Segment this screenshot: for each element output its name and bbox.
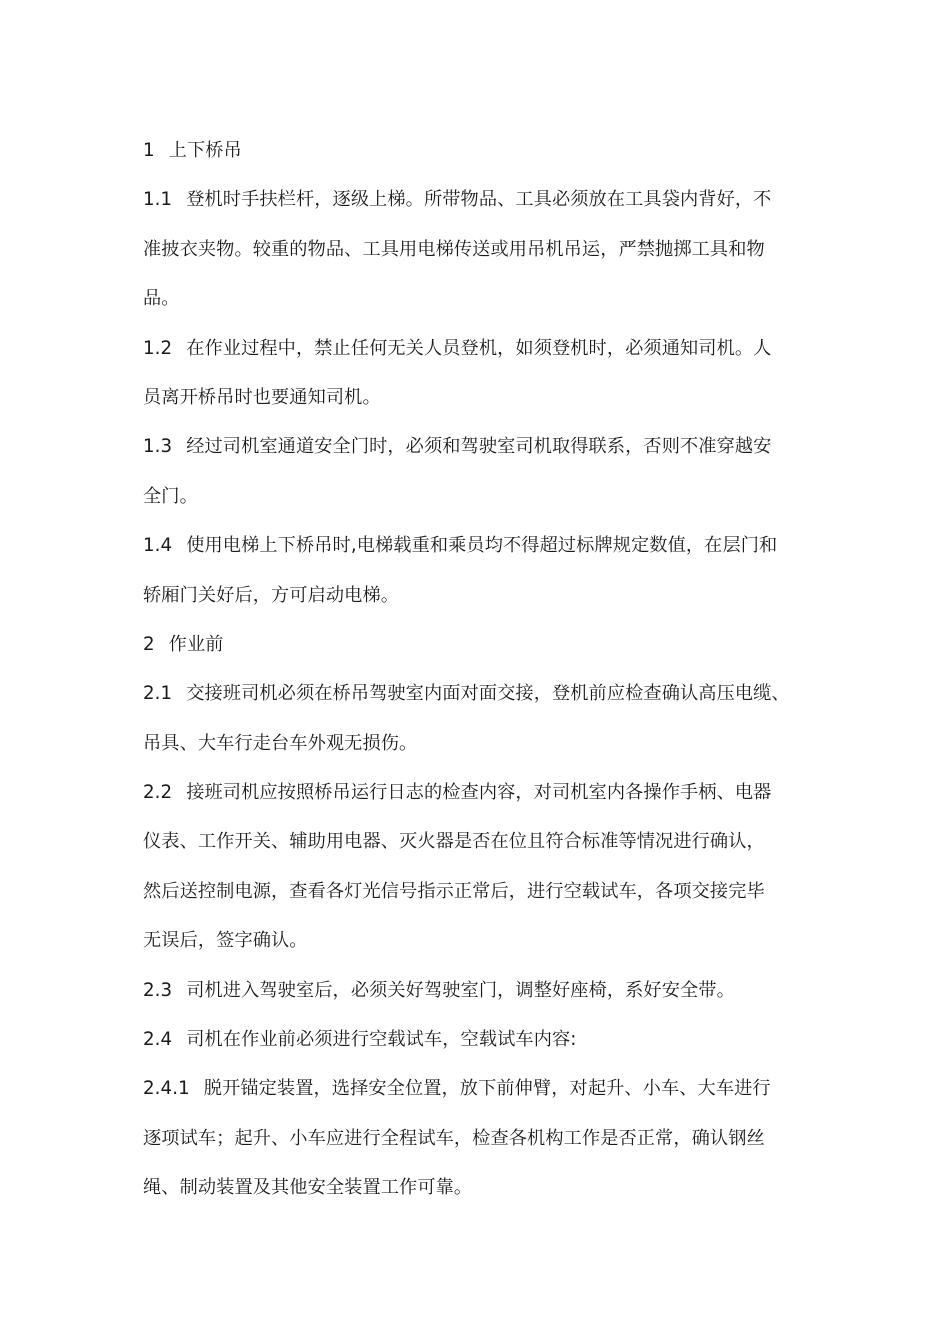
paragraph-line — [143, 916, 815, 965]
paragraph-text: 准披衣夹物。较重的物品、工具用电梯传送或用吊机吊运，严禁抛掷工具和物 — [143, 238, 765, 260]
section-title: 作业前 — [168, 633, 224, 655]
paragraph-line — [143, 1064, 815, 1113]
paragraph-text: 吊具、大车行走台车外观无损伤。 — [143, 732, 418, 754]
paragraph-line — [143, 175, 815, 224]
paragraph-line — [143, 768, 815, 817]
paragraph-line — [143, 225, 815, 274]
clause-number: 2.2 — [143, 782, 173, 804]
paragraph-line — [143, 274, 815, 323]
clause-number: 2.4 — [143, 1029, 173, 1051]
clause-number: 1.2 — [143, 337, 173, 359]
paragraph-line — [143, 817, 815, 866]
section-number: 2 — [143, 633, 155, 655]
clause-number: 2.3 — [143, 979, 173, 1001]
paragraph-line — [143, 472, 815, 521]
paragraph-line — [143, 966, 815, 1015]
paragraph-line — [143, 571, 815, 620]
paragraph-line — [143, 373, 815, 422]
paragraph-line — [143, 324, 815, 373]
paragraph-line — [143, 521, 815, 570]
paragraph-text: 使用电梯上下桥吊时,电梯载重和乘员均不得超过标牌规定数值，在层门和 — [186, 535, 778, 557]
paragraph-text: 在作业过程中，禁止任何无关人员登机，如须登机时，必须通知司机。人 — [186, 337, 772, 359]
paragraph-text: 登机时手扶栏杆，逐级上梯。所带物品、工具必须放在工具袋内背好，不 — [186, 189, 772, 211]
section-title: 上下桥吊 — [168, 140, 242, 161]
paragraph-line — [143, 1114, 815, 1163]
paragraph-text: 脱开锚定装置，选择安全位置，放下前伸臂，对起升、小车、大车进行 — [203, 1078, 771, 1100]
paragraph-text: 绳、制动装置及其他安全装置工作可靠。 — [143, 1177, 473, 1199]
paragraph-text: 然后送控制电源，查看各灯光信号指示正常后，进行空载试车，各项交接完毕 — [143, 880, 765, 902]
section-number: 1 — [143, 140, 155, 161]
clause-number: 1.3 — [143, 436, 173, 458]
paragraph-text: 交接班司机必须在桥吊驾驶室内面对面交接，登机前应检查确认高压电缆、 — [186, 683, 790, 705]
paragraph-line — [143, 669, 815, 718]
paragraph-text: 品。 — [143, 288, 180, 310]
paragraph-line — [143, 1015, 815, 1064]
paragraph-text: 司机在作业前必须进行空载试车，空载试车内容: — [186, 1029, 577, 1051]
paragraph-text: 逐项试车；起升、小车应进行全程试车，检查各机构工作是否正常，确认钢丝 — [143, 1127, 765, 1149]
section-heading — [143, 620, 815, 669]
paragraph-text: 经过司机室通道安全门时，必须和驾驶室司机取得联系，否则不准穿越安 — [186, 436, 772, 458]
paragraph-text: 员离开桥吊时也要通知司机。 — [143, 386, 381, 408]
clause-number: 2.1 — [143, 683, 173, 705]
paragraph-text: 无误后，签字确认。 — [143, 930, 308, 952]
paragraph-line — [143, 719, 815, 768]
clause-number: 2.4.1 — [143, 1078, 190, 1100]
paragraph-line — [143, 1163, 815, 1212]
paragraph-text: 轿厢门关好后，方可启动电梯。 — [143, 584, 400, 606]
paragraph-text: 司机进入驾驶室后，必须关好驾驶室门，调整好座椅，系好安全带。 — [186, 979, 735, 1001]
clause-number: 1.4 — [143, 535, 173, 557]
document-body — [143, 126, 815, 1213]
section-heading — [143, 126, 815, 175]
paragraph-text: 仪表、工作开关、辅助用电器、灭火器是否在位且符合标准等情况进行确认， — [143, 831, 765, 853]
paragraph-line — [143, 867, 815, 916]
paragraph-text: 全门。 — [143, 485, 198, 507]
paragraph-line — [143, 422, 815, 471]
paragraph-text: 接班司机应按照桥吊运行日志的检查内容，对司机室内各操作手柄、电器 — [186, 782, 772, 804]
clause-number: 1.1 — [143, 189, 173, 211]
